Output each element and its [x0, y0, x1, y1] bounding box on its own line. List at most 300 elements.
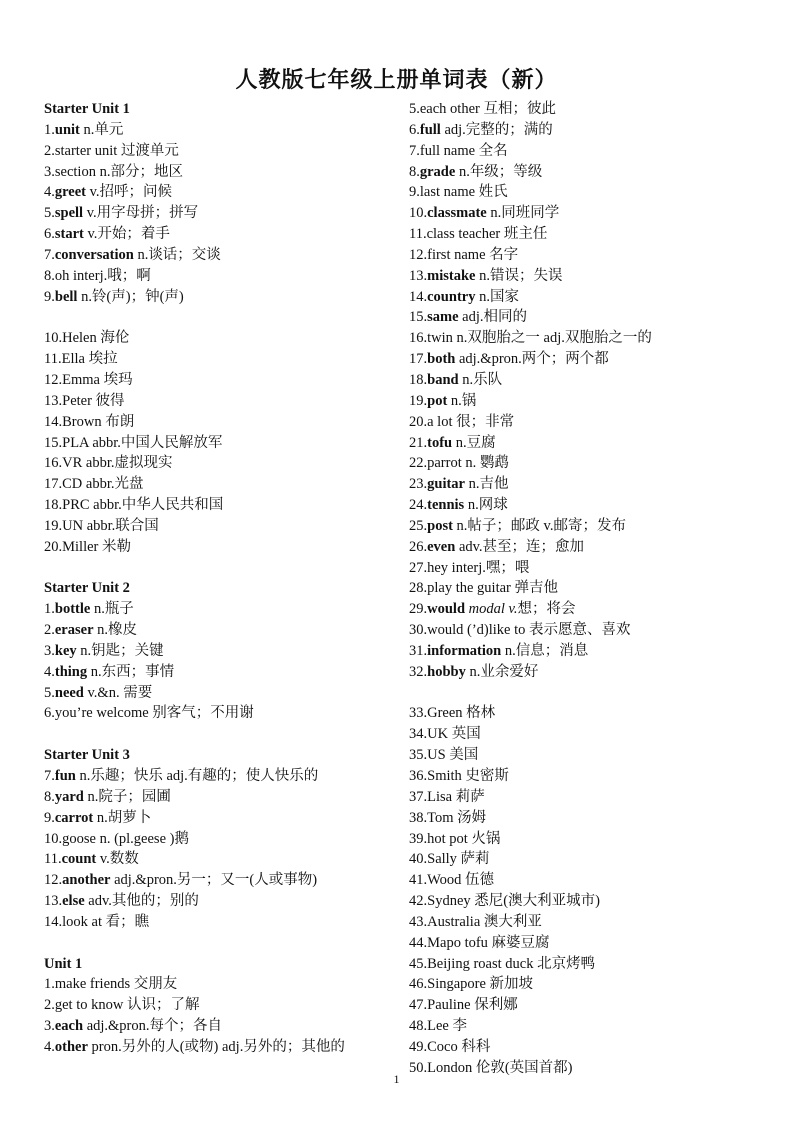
vocab-entry [409, 974, 769, 995]
vocab-entry [44, 349, 404, 370]
vocab-entry [44, 245, 404, 266]
vocab-entry [44, 182, 404, 203]
entry-number: 6. [409, 121, 420, 138]
entry-word: yard [54, 788, 84, 805]
entry-word: tennis [427, 497, 465, 514]
vocab-entry [409, 120, 769, 141]
vocab-entry [409, 808, 769, 829]
entry-word: greet [54, 184, 86, 201]
entry-number: 3. [44, 163, 55, 180]
entry-number: 34. [409, 726, 428, 743]
entry-number: 11. [409, 226, 427, 243]
entry-number: 36. [409, 768, 428, 784]
entry-word: same [427, 309, 459, 326]
entry-word: else [62, 893, 85, 910]
entry-number: 33. [409, 705, 428, 722]
entry-word: thing [54, 663, 88, 680]
entry-definition: Lee 李 [427, 1018, 467, 1035]
entry-definition: PRC abbr.中华人民共和国 [62, 497, 224, 514]
right-column [409, 99, 769, 1079]
vocab-entry [409, 224, 769, 245]
entry-definition: n.吉他 [464, 476, 509, 493]
entry-word: even [427, 538, 456, 555]
spacer [44, 933, 404, 954]
vocab-entry [44, 433, 404, 454]
vocab-entry [409, 495, 769, 516]
entry-definition: Sydney 悉尼(澳大利亚城市) [427, 893, 600, 910]
entry-definition: a lot 很；非常 [427, 413, 515, 430]
entry-definition: parrot n. 鹦鹉 [427, 455, 509, 472]
entry-number: 30. [409, 622, 428, 639]
vocab-entry [409, 370, 769, 391]
entry-word: count [61, 851, 97, 868]
entry-definition: Mapo tofu 麻婆豆腐 [427, 934, 550, 951]
vocab-entry [409, 829, 769, 850]
entry-number: 6. [44, 705, 55, 722]
entry-word: would [427, 601, 466, 618]
entry-definition: n.乐趣；快乐 adj.有趣的；使人快乐的 [75, 768, 319, 784]
vocab-entry [409, 766, 769, 787]
vocab-entry [44, 224, 404, 245]
vocab-entry [44, 620, 404, 641]
entry-number: 50. [409, 1059, 428, 1076]
entry-word: carrot [54, 809, 94, 826]
entry-number: 31. [409, 642, 428, 659]
entry-number: 5. [409, 101, 420, 117]
entry-number: 20. [409, 413, 428, 430]
entry-word: unit [54, 121, 80, 138]
vocab-entry [409, 307, 769, 328]
entry-definition: first name 名字 [427, 246, 519, 263]
entry-definition: n.胡萝卜 [93, 809, 152, 826]
entry-word: other [54, 1038, 88, 1055]
entry-word: start [54, 226, 84, 243]
entry-definition: Lisa 莉萨 [427, 788, 485, 805]
entry-number: 8. [44, 788, 55, 805]
entry-definition: hot pot 火锅 [427, 830, 501, 847]
entry-number: 42. [409, 893, 428, 910]
entry-word: fun [54, 768, 76, 784]
entry-definition: UK 英国 [427, 726, 481, 743]
entry-number: 35. [409, 747, 428, 764]
entry-number: 18. [409, 371, 428, 388]
entry-number: 7. [409, 142, 420, 159]
entry-number: 4. [44, 663, 55, 680]
entry-number: 7. [44, 768, 55, 784]
vocab-entry [44, 599, 404, 620]
vocab-entry [44, 641, 404, 662]
entry-number: 13. [44, 893, 63, 910]
entry-number: 27. [409, 559, 428, 576]
entry-number: 26. [409, 538, 428, 555]
vocab-entry [44, 141, 404, 162]
entry-definition: Peter 彼得 [62, 392, 125, 409]
entry-number: 19. [44, 517, 63, 534]
vocab-entry [44, 1037, 404, 1058]
vocab-entry [44, 787, 404, 808]
vocab-entry [409, 182, 769, 203]
vocab-entry [409, 162, 769, 183]
entry-number: 37. [409, 788, 428, 805]
entry-number: 40. [409, 851, 428, 868]
vocab-entry [44, 829, 404, 850]
entry-definition: PLA abbr.中国人民解放军 [62, 434, 223, 451]
entry-number: 49. [409, 1038, 428, 1055]
entry-definition: n.单元 [79, 121, 124, 138]
entry-definition: class teacher 班主任 [426, 226, 548, 243]
entry-number: 24. [409, 497, 428, 514]
vocab-entry [44, 203, 404, 224]
entry-word: classmate [427, 205, 487, 222]
vocab-entry [409, 266, 769, 287]
entry-number: 10. [44, 330, 63, 347]
entry-definition: Helen 海伦 [62, 330, 130, 347]
vocab-entry [44, 370, 404, 391]
vocab-entry [409, 620, 769, 641]
entry-word: mistake [427, 267, 476, 284]
entry-definition: n.橡皮 [93, 622, 138, 639]
entry-number: 4. [44, 1038, 55, 1055]
entry-word: full [419, 121, 441, 138]
entry-definition: n.瓶子 [90, 601, 134, 618]
entry-number: 20. [44, 538, 63, 555]
entry-word: spell [54, 205, 84, 222]
vocab-entry [44, 1016, 404, 1037]
vocab-entry [44, 870, 404, 891]
entry-word: hobby [427, 663, 466, 680]
vocab-entry [44, 120, 404, 141]
entry-word: pot [427, 392, 448, 409]
entry-definition: Ella 埃拉 [61, 351, 118, 368]
entry-definition: you’re welcome 别客气；不用谢 [54, 705, 254, 722]
spacer [44, 307, 404, 328]
vocab-entry [409, 474, 769, 495]
vocab-entry [409, 516, 769, 537]
entry-definition: n.帖子；邮政 v.邮寄；发布 [452, 517, 626, 534]
entry-number: 10. [409, 205, 428, 222]
entry-number: 19. [409, 392, 428, 409]
vocab-entry [44, 453, 404, 474]
vocab-entry [409, 453, 769, 474]
vocab-entry [44, 516, 404, 537]
vocab-entry [44, 912, 404, 933]
entry-number: 2. [44, 142, 55, 159]
vocab-entry [44, 995, 404, 1016]
entry-definition: each other 互相；彼此 [419, 101, 556, 117]
entry-number: 12. [44, 872, 63, 889]
entry-word: bottle [54, 601, 91, 618]
entry-definition: London 伦敦(英国首都) [427, 1059, 573, 1076]
entry-definition: adv.甚至；连；愈加 [455, 538, 585, 555]
vocab-entry [44, 766, 404, 787]
entry-definition: n.院子；园圃 [83, 788, 171, 805]
vocab-entry [409, 891, 769, 912]
entry-definition: last name 姓氏 [419, 184, 508, 201]
entry-definition: n.东西；事情 [87, 663, 175, 680]
entry-word: country [427, 288, 476, 305]
vocab-entry [409, 870, 769, 891]
vocab-entry [409, 662, 769, 683]
entry-definition: twin n.双胞胎之一 adj.双胞胎之一的 [427, 330, 652, 347]
entry-definition: pron.另外的人(或物) adj.另外的；其他的 [87, 1038, 345, 1055]
entry-definition: Pauline 保利娜 [427, 997, 518, 1014]
unit-heading: Starter Unit 2 [44, 580, 130, 597]
entry-number: 18. [44, 497, 63, 514]
entry-number: 9. [44, 288, 55, 305]
entry-pos: modal v. [465, 601, 518, 618]
entry-number: 9. [44, 809, 55, 826]
vocab-entry [409, 745, 769, 766]
vocab-entry [409, 287, 769, 308]
vocab-entry [409, 245, 769, 266]
entry-number: 2. [44, 997, 55, 1014]
entry-definition: starter unit 过渡单元 [54, 142, 179, 159]
entry-definition: n.豆腐 [452, 434, 496, 451]
unit-heading: Starter Unit 1 [44, 101, 130, 117]
vocab-entry [44, 495, 404, 516]
vocab-entry [409, 1016, 769, 1037]
entry-number: 1. [44, 121, 55, 138]
entry-word: band [427, 371, 459, 388]
page-title: 人教版七年级上册单词表（新） [235, 68, 558, 93]
vocab-entry [44, 287, 404, 308]
entry-definition: n.钥匙；关键 [76, 642, 164, 659]
vocab-entry [44, 703, 404, 724]
vocab-entry [409, 412, 769, 433]
entry-definition: n.乐队 [458, 371, 503, 388]
entry-number: 14. [44, 413, 63, 430]
vocab-entry [44, 808, 404, 829]
vocab-entry [44, 662, 404, 683]
entry-number: 32. [409, 663, 428, 680]
entry-definition: Tom 汤姆 [427, 809, 487, 826]
entry-definition: VR abbr.虚拟现实 [62, 455, 173, 472]
entry-number: 15. [409, 309, 428, 326]
entry-definition: v.开始；着手 [83, 226, 170, 243]
entry-definition: make friends 交朋友 [54, 976, 178, 993]
entry-definition: Australia 澳大利亚 [427, 913, 542, 930]
entry-definition: Sally 萨莉 [427, 851, 490, 868]
entry-number: 2. [44, 622, 55, 639]
vocab-entry [44, 266, 404, 287]
vocab-entry [44, 537, 404, 558]
vocab-entry [409, 599, 769, 620]
entry-definition: get to know 认识；了解 [54, 997, 200, 1014]
entry-number: 8. [44, 267, 55, 284]
entry-number: 16. [409, 330, 428, 347]
entry-definition: n.谈话；交谈 [133, 246, 221, 263]
entry-number: 16. [44, 455, 63, 472]
entry-number: 7. [44, 246, 55, 263]
entry-number: 45. [409, 955, 428, 972]
entry-number: 15. [44, 434, 63, 451]
vocab-entry [409, 849, 769, 870]
entry-number: 41. [409, 872, 428, 889]
entry-definition: n.业余爱好 [465, 663, 539, 680]
entry-definition: n.年级；等级 [455, 163, 543, 180]
entry-number: 39. [409, 830, 428, 847]
entry-word: each [54, 1018, 84, 1035]
entry-definition: Emma 埃玛 [62, 371, 133, 388]
vocab-entry [44, 849, 404, 870]
entry-number: 12. [44, 371, 63, 388]
entry-number: 25. [409, 517, 428, 534]
entry-definition: n.网球 [464, 497, 508, 514]
entry-word: another [62, 872, 111, 889]
entry-definition: n.铃(声)；钟(声) [77, 288, 184, 305]
vocab-entry [409, 933, 769, 954]
entry-definition: oh interj.哦；啊 [54, 267, 151, 284]
entry-word: eraser [54, 622, 94, 639]
entry-definition: 想；将会 [517, 601, 576, 618]
entry-definition: would (’d)like to 表示愿意、喜欢 [427, 622, 631, 639]
entry-definition: hey interj.嘿；喂 [427, 559, 530, 576]
entry-number: 28. [409, 580, 428, 597]
entry-definition: v.数数 [96, 851, 139, 868]
unit-heading: Starter Unit 3 [44, 747, 130, 764]
entry-word: both [427, 351, 456, 368]
entry-definition: v.招呼；问候 [86, 184, 173, 201]
entry-definition: n.信息；消息 [501, 642, 589, 659]
entry-number: 21. [409, 434, 428, 451]
entry-definition: n.错误；失误 [475, 267, 563, 284]
entry-number: 14. [409, 288, 428, 305]
vocab-entry [44, 412, 404, 433]
entry-number: 3. [44, 642, 55, 659]
vocab-entry [409, 558, 769, 579]
vocab-entry [44, 162, 404, 183]
entry-definition: UN abbr.联合国 [62, 517, 159, 534]
entry-definition: Beijing roast duck 北京烤鸭 [427, 955, 596, 972]
vocab-entry [409, 1037, 769, 1058]
entry-definition: goose n. (pl.geese )鹅 [62, 830, 189, 847]
entry-number: 1. [44, 976, 55, 993]
entry-word: key [54, 642, 77, 659]
vocab-entry [44, 474, 404, 495]
entry-number: 48. [409, 1018, 428, 1035]
entry-definition: Singapore 新加坡 [427, 976, 534, 993]
entry-number: 9. [409, 184, 420, 201]
entry-word: bell [54, 288, 78, 305]
entry-word: information [427, 642, 502, 659]
entry-number: 13. [44, 392, 63, 409]
entry-number: 5. [44, 205, 55, 222]
vocab-entry [409, 912, 769, 933]
entry-number: 6. [44, 226, 55, 243]
entry-definition: Wood 伍德 [427, 872, 495, 889]
entry-definition: Brown 布朗 [62, 413, 135, 430]
entry-definition: section n.部分；地区 [54, 163, 183, 180]
spacer [44, 724, 404, 745]
entry-definition: adj.&pron.每个；各自 [83, 1018, 223, 1035]
entry-number: 17. [409, 351, 428, 368]
entry-definition: Miller 米勒 [62, 538, 131, 555]
entry-word: grade [419, 163, 456, 180]
vocab-entry [409, 995, 769, 1016]
entry-number: 22. [409, 455, 428, 472]
vocab-entry [409, 787, 769, 808]
entry-definition: US 美国 [427, 747, 479, 764]
entry-definition: n.同班同学 [486, 205, 560, 222]
entry-number: 23. [409, 476, 428, 493]
entry-number: 4. [44, 184, 55, 201]
vocab-entry [409, 954, 769, 975]
entry-number: 11. [44, 351, 62, 368]
entry-definition: CD abbr.光盘 [62, 476, 144, 493]
vocab-entry [409, 641, 769, 662]
entry-number: 17. [44, 476, 63, 493]
vocab-entry [409, 328, 769, 349]
entry-number: 8. [409, 163, 420, 180]
vocab-entry [409, 141, 769, 162]
vocab-entry [44, 683, 404, 704]
entry-definition: Coco 科科 [427, 1038, 491, 1055]
entry-definition: n.锅 [447, 392, 477, 409]
entry-number: 11. [44, 851, 62, 868]
entry-definition: adj.相同的 [458, 309, 528, 326]
entry-number: 44. [409, 934, 428, 951]
entry-number: 5. [44, 684, 55, 701]
entry-definition: v.用字母拼；拼写 [83, 205, 199, 222]
entry-definition: play the guitar 弹吉他 [427, 580, 558, 597]
vocab-entry [409, 349, 769, 370]
unit-heading: Unit 1 [44, 955, 83, 972]
vocab-entry [409, 99, 769, 120]
entry-definition: look at 看；瞧 [62, 913, 150, 930]
entry-definition: adv.其他的；别的 [84, 893, 199, 910]
entry-definition: Smith 史密斯 [427, 768, 509, 784]
vocab-entry [44, 974, 404, 995]
entry-definition: adj.完整的；满的 [440, 121, 553, 138]
vocab-entry [409, 724, 769, 745]
entry-number: 10. [44, 830, 63, 847]
entry-number: 13. [409, 267, 428, 284]
entry-definition: adj.&pron.另一；又一(人或事物) [110, 872, 318, 889]
vocab-entry [44, 891, 404, 912]
entry-definition: v.&n. 需要 [83, 684, 153, 701]
entry-number: 43. [409, 913, 428, 930]
entry-definition: full name 全名 [419, 142, 508, 159]
entry-number: 38. [409, 809, 428, 826]
entry-word: guitar [427, 476, 465, 493]
vocab-entry [409, 703, 769, 724]
entry-word: need [54, 684, 84, 701]
entry-number: 47. [409, 997, 428, 1014]
vocab-entry [409, 537, 769, 558]
entry-word: tofu [427, 434, 453, 451]
entry-number: 12. [409, 246, 428, 263]
vocab-entry [409, 578, 769, 599]
entry-definition: Green 格林 [427, 705, 496, 722]
entry-definition: n.国家 [475, 288, 519, 305]
entry-word: conversation [54, 246, 134, 263]
page-number: 1 [393, 1072, 400, 1086]
entry-word: post [427, 517, 453, 534]
vocab-entry [409, 433, 769, 454]
entry-number: 46. [409, 976, 428, 993]
vocab-entry [44, 391, 404, 412]
left-column [44, 99, 404, 1058]
entry-number: 14. [44, 913, 63, 930]
entry-number: 29. [409, 601, 428, 618]
entry-definition: adj.&pron.两个；两个都 [455, 351, 609, 368]
spacer [409, 683, 769, 704]
vocab-entry [409, 391, 769, 412]
vocab-entry [409, 203, 769, 224]
entry-number: 3. [44, 1018, 55, 1035]
vocab-entry [44, 328, 404, 349]
entry-number: 1. [44, 601, 55, 618]
